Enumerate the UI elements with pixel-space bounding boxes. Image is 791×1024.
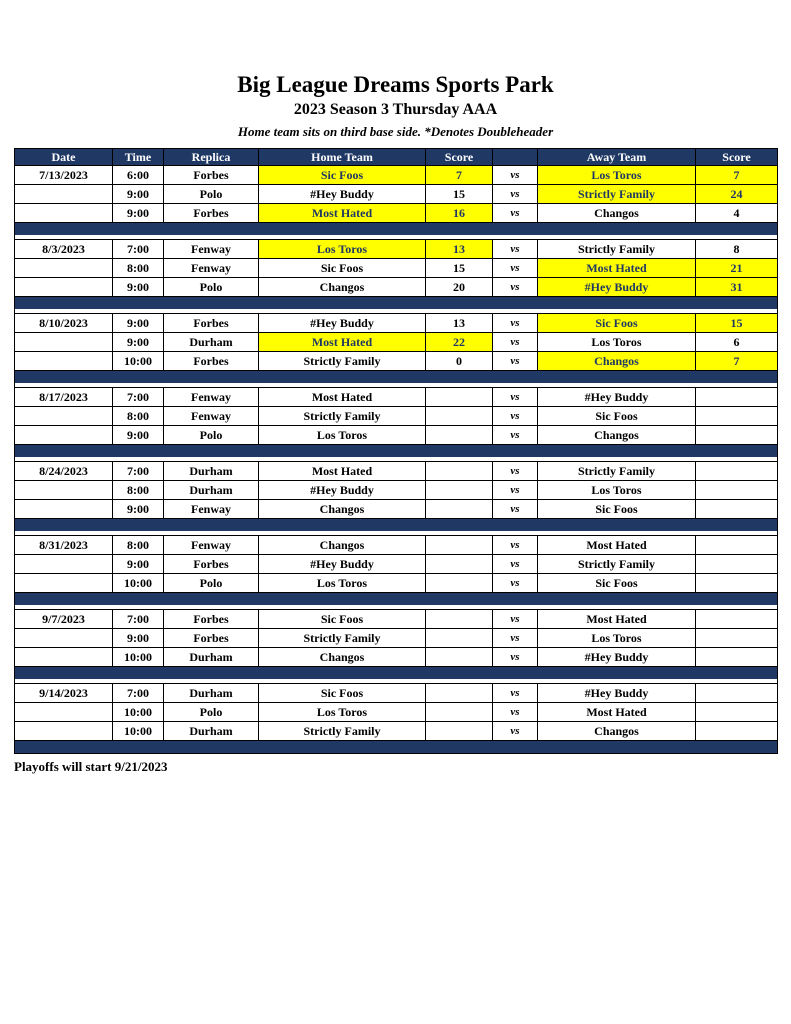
away-team-cell: Sic Foos [538, 574, 696, 593]
away-team-cell: Sic Foos [538, 500, 696, 519]
date-cell: 8/17/2023 [15, 388, 113, 407]
column-header-date: Date [15, 149, 113, 166]
vs-label: vs [493, 166, 538, 185]
column-header-score: Score [696, 149, 778, 166]
replica-cell: Forbes [164, 166, 259, 185]
date-cell: 8/31/2023 [15, 536, 113, 555]
home-team-cell: Strictly Family [259, 722, 426, 741]
replica-cell: Durham [164, 648, 259, 667]
group-separator-bar [15, 519, 778, 532]
date-cell [15, 574, 113, 593]
away-score-cell [696, 407, 778, 426]
away-score-cell: 31 [696, 278, 778, 297]
away-score-cell [696, 722, 778, 741]
home-score-cell [426, 648, 493, 667]
time-cell: 9:00 [113, 629, 164, 648]
time-cell: 10:00 [113, 722, 164, 741]
column-header-replica: Replica [164, 149, 259, 166]
away-score-cell [696, 536, 778, 555]
home-score-cell [426, 703, 493, 722]
home-team-cell: Strictly Family [259, 352, 426, 371]
page-subtitle: 2023 Season 3 Thursday AAA [293, 101, 498, 118]
replica-cell: Durham [164, 333, 259, 352]
game-row [15, 703, 778, 722]
time-cell: 9:00 [113, 333, 164, 352]
home-team-cell: Most Hated [259, 388, 426, 407]
vs-label: vs [493, 185, 538, 204]
vs-label: vs [493, 648, 538, 667]
home-team-cell: Most Hated [259, 204, 426, 223]
home-score-cell [426, 629, 493, 648]
home-score-cell [426, 610, 493, 629]
game-row [15, 259, 778, 278]
away-score-cell [696, 629, 778, 648]
away-score-cell: 4 [696, 204, 778, 223]
away-score-cell [696, 574, 778, 593]
vs-label: vs [493, 388, 538, 407]
column-header-score: Score [426, 149, 493, 166]
vs-label: vs [493, 500, 538, 519]
time-cell: 7:00 [113, 610, 164, 629]
away-team-cell: Strictly Family [538, 240, 696, 259]
away-team-cell: #Hey Buddy [538, 648, 696, 667]
home-team-cell: Changos [259, 648, 426, 667]
group-separator-bar [15, 667, 778, 680]
home-team-cell: Sic Foos [259, 259, 426, 278]
vs-label: vs [493, 684, 538, 703]
away-score-cell: 7 [696, 352, 778, 371]
replica-cell: Fenway [164, 536, 259, 555]
replica-cell: Polo [164, 278, 259, 297]
home-team-cell: Los Toros [259, 426, 426, 445]
home-team-cell: Sic Foos [259, 684, 426, 703]
game-row [15, 204, 778, 223]
column-header-vs [493, 149, 538, 166]
date-cell [15, 185, 113, 204]
date-cell: 8/10/2023 [15, 314, 113, 333]
away-team-cell: Strictly Family [538, 462, 696, 481]
game-row [15, 407, 778, 426]
away-score-cell [696, 426, 778, 445]
game-row [15, 314, 778, 333]
column-header-home-team: Home Team [259, 149, 426, 166]
group-separator-bar [15, 593, 778, 606]
home-score-cell [426, 722, 493, 741]
date-cell [15, 204, 113, 223]
time-cell: 6:00 [113, 166, 164, 185]
group-separator [15, 223, 778, 236]
home-score-cell: 15 [426, 259, 493, 278]
replica-cell: Forbes [164, 555, 259, 574]
away-score-cell [696, 388, 778, 407]
group-separator [15, 445, 778, 458]
game-row [15, 629, 778, 648]
away-team-cell: #Hey Buddy [538, 278, 696, 297]
date-cell [15, 278, 113, 297]
game-row [15, 388, 778, 407]
away-score-cell [696, 555, 778, 574]
home-score-cell [426, 462, 493, 481]
vs-label: vs [493, 240, 538, 259]
date-cell [15, 426, 113, 445]
group-separator-bar [15, 371, 778, 384]
group-separator [15, 741, 778, 754]
schedule-table-body [15, 166, 778, 754]
date-cell [15, 555, 113, 574]
date-cell [15, 500, 113, 519]
away-team-cell: Sic Foos [538, 407, 696, 426]
away-score-cell [696, 610, 778, 629]
vs-label: vs [493, 722, 538, 741]
away-team-cell: Most Hated [538, 610, 696, 629]
replica-cell: Fenway [164, 259, 259, 278]
date-cell [15, 648, 113, 667]
vs-label: vs [493, 278, 538, 297]
title-block [0, 0, 791, 140]
away-team-cell: Most Hated [538, 703, 696, 722]
away-team-cell: Sic Foos [538, 314, 696, 333]
replica-cell: Fenway [164, 388, 259, 407]
home-team-cell: #Hey Buddy [259, 185, 426, 204]
group-separator [15, 519, 778, 532]
home-team-cell: Strictly Family [259, 629, 426, 648]
home-team-cell: #Hey Buddy [259, 555, 426, 574]
away-team-cell: Los Toros [538, 333, 696, 352]
away-score-cell [696, 500, 778, 519]
home-team-cell: Sic Foos [259, 610, 426, 629]
vs-label: vs [493, 574, 538, 593]
time-cell: 9:00 [113, 500, 164, 519]
away-team-cell: Most Hated [538, 536, 696, 555]
vs-label: vs [493, 352, 538, 371]
vs-label: vs [493, 703, 538, 722]
home-score-cell: 20 [426, 278, 493, 297]
replica-cell: Polo [164, 426, 259, 445]
column-header-time: Time [113, 149, 164, 166]
home-team-note: Home team sits on third base side. *Denotes Doubleheader [237, 124, 554, 139]
away-score-cell [696, 648, 778, 667]
game-row [15, 648, 778, 667]
time-cell: 10:00 [113, 352, 164, 371]
home-score-cell: 7 [426, 166, 493, 185]
home-team-cell: #Hey Buddy [259, 314, 426, 333]
away-score-cell: 6 [696, 333, 778, 352]
date-cell: 8/24/2023 [15, 462, 113, 481]
home-team-cell: Most Hated [259, 462, 426, 481]
time-cell: 7:00 [113, 462, 164, 481]
home-team-cell: Los Toros [259, 703, 426, 722]
vs-label: vs [493, 555, 538, 574]
replica-cell: Fenway [164, 240, 259, 259]
vs-label: vs [493, 481, 538, 500]
home-score-cell: 16 [426, 204, 493, 223]
home-score-cell: 22 [426, 333, 493, 352]
group-separator [15, 297, 778, 310]
date-cell [15, 722, 113, 741]
away-team-cell: Changos [538, 426, 696, 445]
game-row [15, 481, 778, 500]
replica-cell: Forbes [164, 610, 259, 629]
date-cell [15, 407, 113, 426]
home-team-cell: Los Toros [259, 574, 426, 593]
away-score-cell: 7 [696, 166, 778, 185]
vs-label: vs [493, 259, 538, 278]
home-score-cell [426, 407, 493, 426]
away-team-cell: Most Hated [538, 259, 696, 278]
game-row [15, 574, 778, 593]
away-score-cell: 15 [696, 314, 778, 333]
away-team-cell: Changos [538, 722, 696, 741]
replica-cell: Forbes [164, 352, 259, 371]
time-cell: 7:00 [113, 240, 164, 259]
group-separator [15, 593, 778, 606]
away-score-cell [696, 481, 778, 500]
game-row [15, 333, 778, 352]
vs-label: vs [493, 426, 538, 445]
time-cell: 9:00 [113, 204, 164, 223]
game-row [15, 555, 778, 574]
date-cell: 8/3/2023 [15, 240, 113, 259]
vs-label: vs [493, 536, 538, 555]
date-cell [15, 352, 113, 371]
away-team-cell: Changos [538, 204, 696, 223]
time-cell: 8:00 [113, 259, 164, 278]
home-team-cell: Strictly Family [259, 407, 426, 426]
replica-cell: Polo [164, 703, 259, 722]
time-cell: 10:00 [113, 574, 164, 593]
home-score-cell [426, 500, 493, 519]
date-cell [15, 259, 113, 278]
game-row [15, 185, 778, 204]
game-row [15, 500, 778, 519]
group-separator [15, 667, 778, 680]
time-cell: 7:00 [113, 684, 164, 703]
home-team-cell: Sic Foos [259, 166, 426, 185]
game-row [15, 684, 778, 703]
away-score-cell: 21 [696, 259, 778, 278]
page-title: Big League Dreams Sports Park [237, 72, 554, 97]
replica-cell: Forbes [164, 629, 259, 648]
away-team-cell: Los Toros [538, 629, 696, 648]
game-row [15, 536, 778, 555]
away-team-cell: Los Toros [538, 166, 696, 185]
home-score-cell [426, 555, 493, 574]
replica-cell: Forbes [164, 204, 259, 223]
home-score-cell [426, 481, 493, 500]
vs-label: vs [493, 629, 538, 648]
away-team-cell: #Hey Buddy [538, 684, 696, 703]
time-cell: 8:00 [113, 407, 164, 426]
home-team-cell: #Hey Buddy [259, 481, 426, 500]
home-score-cell [426, 574, 493, 593]
home-team-cell: Changos [259, 500, 426, 519]
group-separator-bar [15, 223, 778, 236]
game-row [15, 426, 778, 445]
time-cell: 9:00 [113, 555, 164, 574]
date-cell [15, 703, 113, 722]
replica-cell: Durham [164, 462, 259, 481]
away-score-cell [696, 462, 778, 481]
away-team-cell: Strictly Family [538, 185, 696, 204]
playoffs-note: Playoffs will start 9/21/2023 [14, 759, 168, 774]
time-cell: 9:00 [113, 185, 164, 204]
away-team-cell: #Hey Buddy [538, 388, 696, 407]
time-cell: 10:00 [113, 703, 164, 722]
group-separator-bar [15, 297, 778, 310]
time-cell: 7:00 [113, 388, 164, 407]
vs-label: vs [493, 314, 538, 333]
away-score-cell: 24 [696, 185, 778, 204]
away-score-cell: 8 [696, 240, 778, 259]
time-cell: 10:00 [113, 648, 164, 667]
replica-cell: Fenway [164, 407, 259, 426]
table-header-row [15, 149, 778, 166]
home-score-cell: 13 [426, 314, 493, 333]
home-score-cell: 0 [426, 352, 493, 371]
vs-label: vs [493, 407, 538, 426]
away-score-cell [696, 684, 778, 703]
group-separator-bar [15, 741, 778, 754]
home-team-cell: Changos [259, 536, 426, 555]
home-score-cell [426, 536, 493, 555]
vs-label: vs [493, 204, 538, 223]
game-row [15, 278, 778, 297]
away-team-cell: Los Toros [538, 481, 696, 500]
game-row [15, 722, 778, 741]
replica-cell: Durham [164, 722, 259, 741]
schedule-table [14, 148, 778, 754]
date-cell [15, 629, 113, 648]
home-score-cell: 15 [426, 185, 493, 204]
column-header-away-team: Away Team [538, 149, 696, 166]
replica-cell: Polo [164, 574, 259, 593]
date-cell [15, 333, 113, 352]
time-cell: 9:00 [113, 426, 164, 445]
away-team-cell: Changos [538, 352, 696, 371]
replica-cell: Durham [164, 684, 259, 703]
game-row [15, 166, 778, 185]
date-cell: 9/14/2023 [15, 684, 113, 703]
game-row [15, 352, 778, 371]
time-cell: 9:00 [113, 278, 164, 297]
home-score-cell [426, 426, 493, 445]
replica-cell: Polo [164, 185, 259, 204]
home-team-cell: Los Toros [259, 240, 426, 259]
replica-cell: Forbes [164, 314, 259, 333]
away-score-cell [696, 703, 778, 722]
vs-label: vs [493, 462, 538, 481]
time-cell: 8:00 [113, 536, 164, 555]
game-row [15, 462, 778, 481]
group-separator [15, 371, 778, 384]
home-score-cell: 13 [426, 240, 493, 259]
home-team-cell: Most Hated [259, 333, 426, 352]
date-cell: 9/7/2023 [15, 610, 113, 629]
group-separator-bar [15, 445, 778, 458]
date-cell: 7/13/2023 [15, 166, 113, 185]
vs-label: vs [493, 333, 538, 352]
home-score-cell [426, 684, 493, 703]
home-team-cell: Changos [259, 278, 426, 297]
replica-cell: Fenway [164, 500, 259, 519]
game-row [15, 240, 778, 259]
home-score-cell [426, 388, 493, 407]
vs-label: vs [493, 610, 538, 629]
time-cell: 8:00 [113, 481, 164, 500]
replica-cell: Durham [164, 481, 259, 500]
game-row [15, 610, 778, 629]
date-cell [15, 481, 113, 500]
away-team-cell: Strictly Family [538, 555, 696, 574]
time-cell: 9:00 [113, 314, 164, 333]
